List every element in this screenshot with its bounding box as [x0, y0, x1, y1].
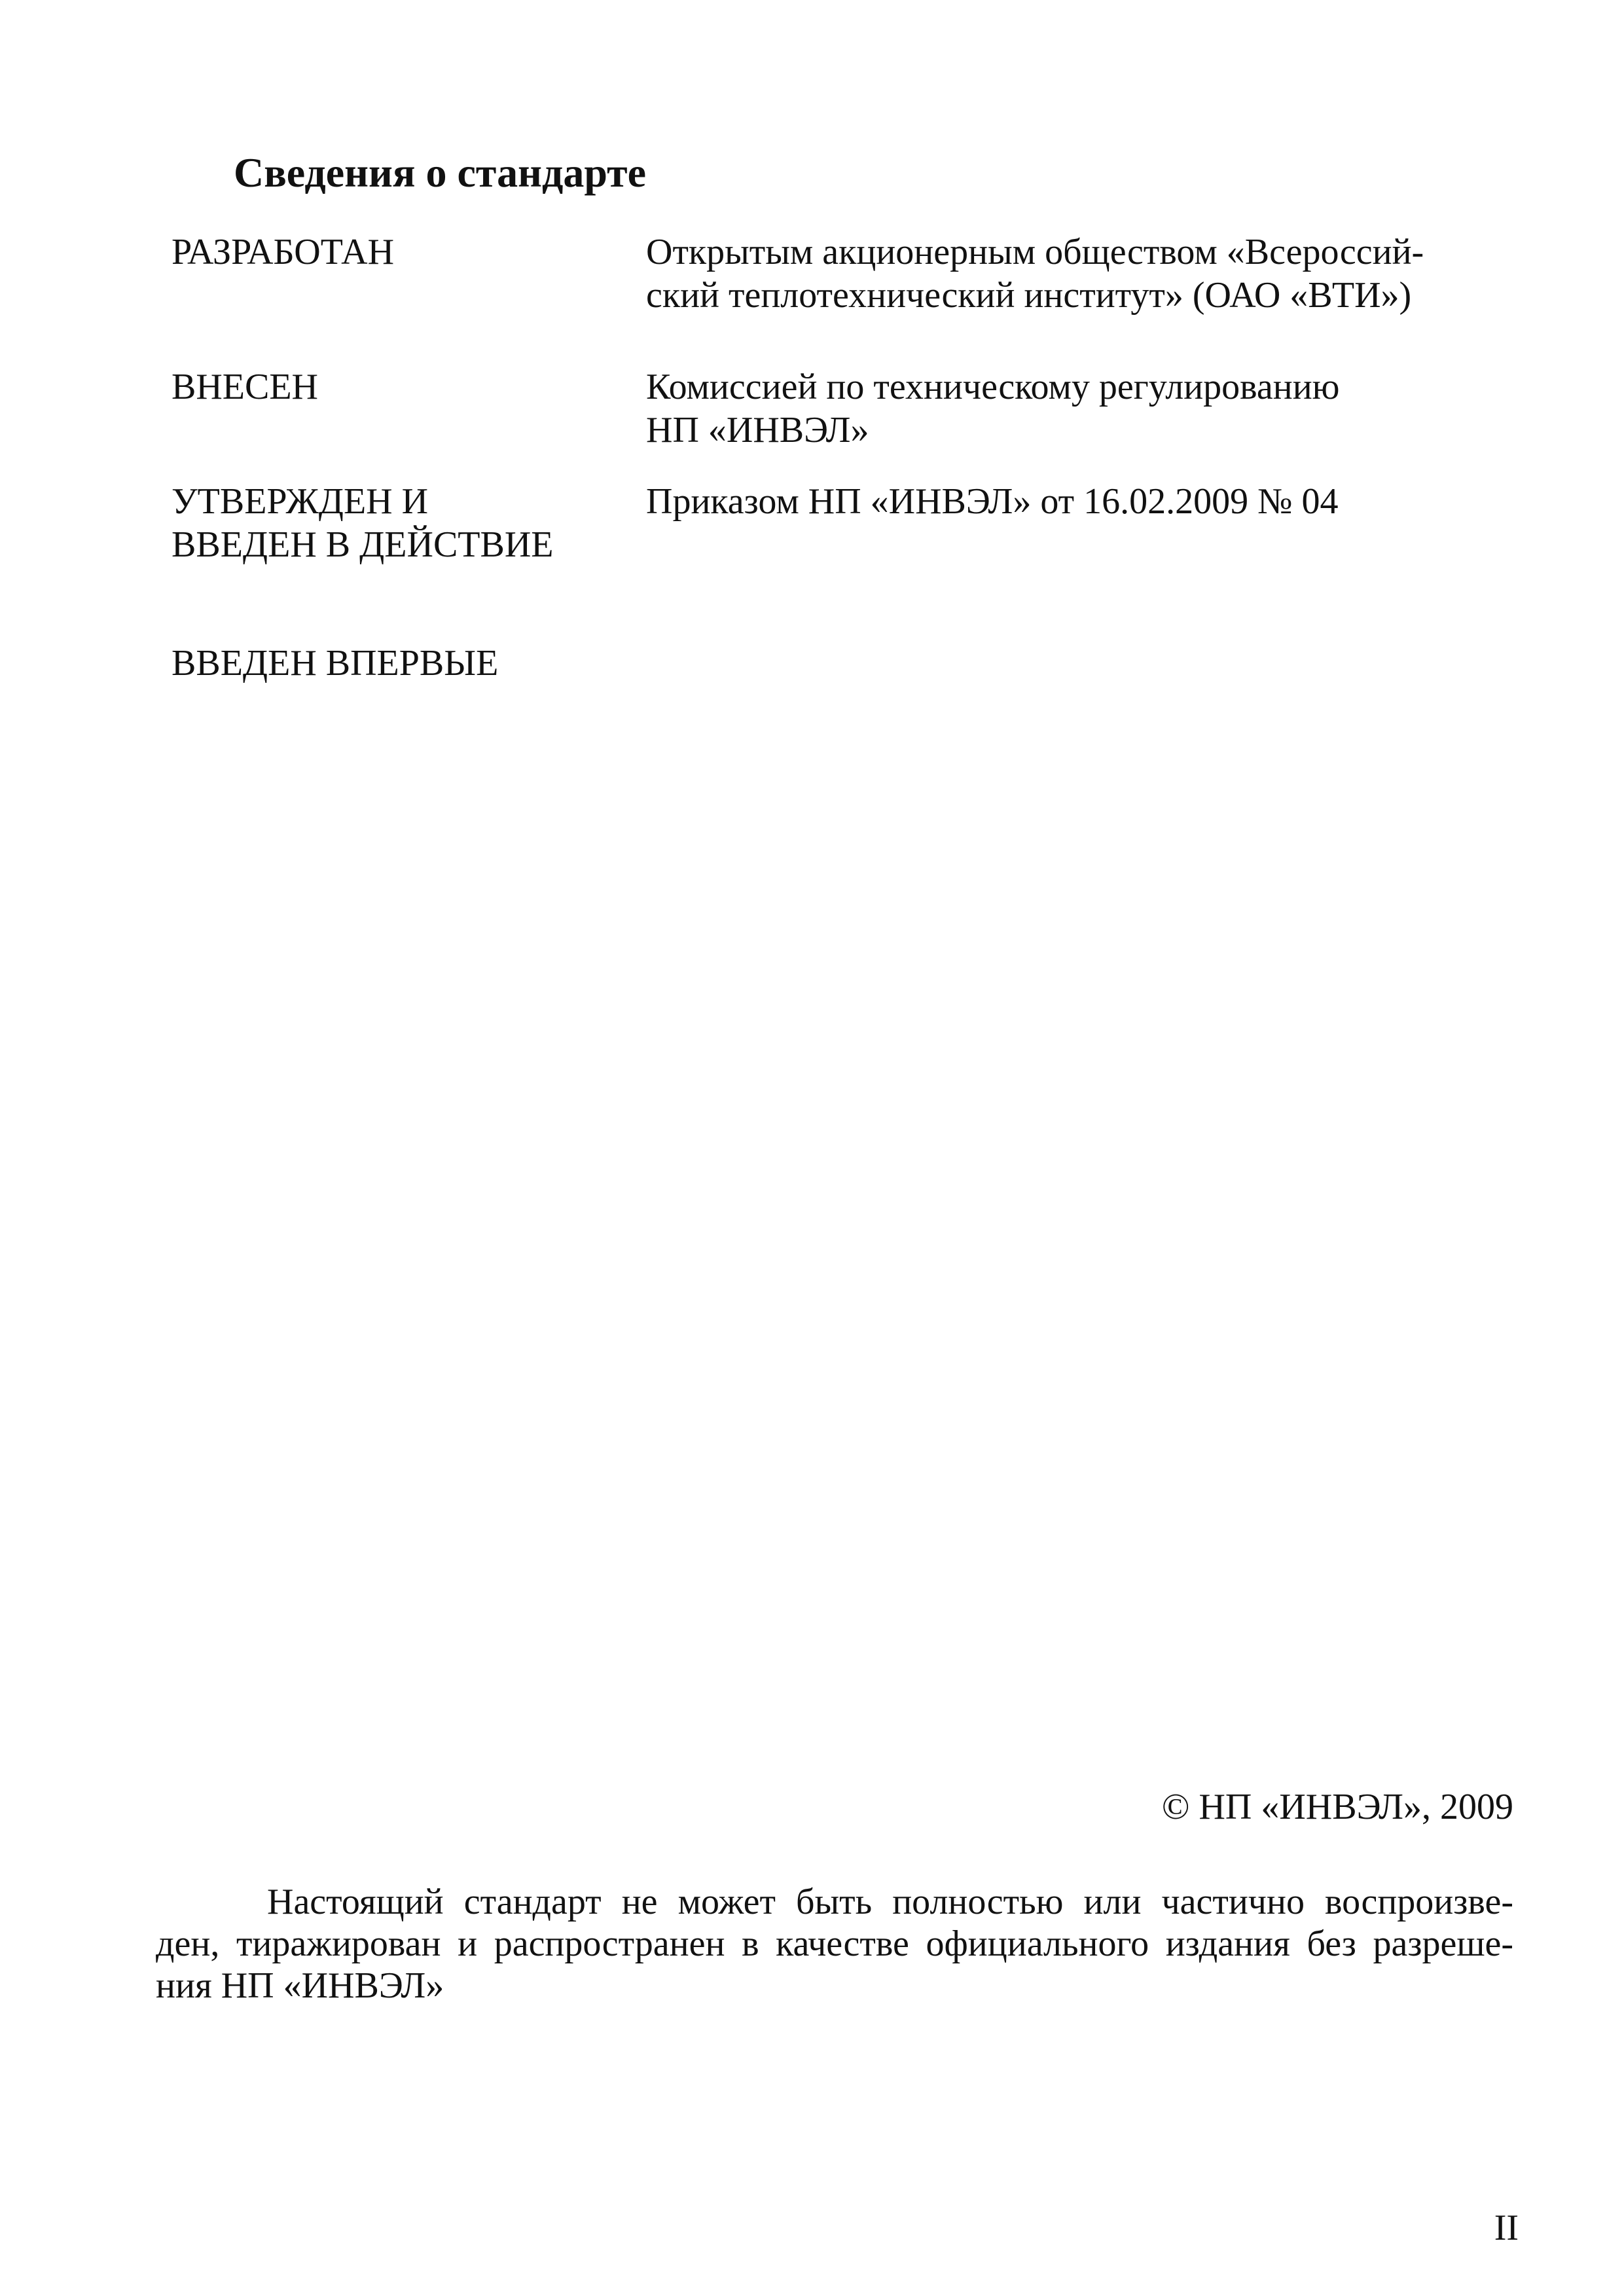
label-line: РАЗРАБОТАН	[171, 232, 395, 272]
label-line: ВВЕДЕН ВПЕРВЫЕ	[171, 643, 499, 683]
page-title: Сведения о стандарте	[234, 149, 646, 196]
label-line: ВНЕСЕН	[171, 367, 318, 407]
info-value-developed	[646, 230, 1513, 317]
reproduction-notice	[156, 1881, 1513, 2007]
info-label-approved	[171, 480, 630, 566]
info-value-submitted	[646, 365, 1513, 452]
info-value-approved	[646, 480, 1513, 523]
value-line: Приказом НП «ИНВЭЛ» от 16.02.2009 № 04	[646, 481, 1339, 522]
value-line: ский теплотехнический институт» (ОАО «ВТИ»)	[646, 275, 1412, 316]
notice-line: Настоящий стандарт не может быть полностью или частично воспроизве-	[267, 1882, 1513, 1922]
notice-line: ния НП «ИНВЭЛ»	[156, 1965, 444, 2006]
label-line: УТВЕРЖДЕН И	[171, 481, 429, 522]
page-number: II	[1494, 2208, 1519, 2248]
value-line: Комиссией по техническому регулированию	[646, 367, 1340, 407]
info-label-first-introduced	[171, 642, 630, 685]
value-line: Открытым акционерным обществом «Всероссий-	[646, 232, 1424, 272]
copyright-notice: © НП «ИНВЭЛ», 2009	[1161, 1787, 1513, 1827]
label-line: ВВЕДЕН В ДЕЙСТВИЕ	[171, 524, 554, 565]
info-label-developed	[171, 230, 630, 274]
notice-line: ден, тиражирован и распространен в качестве официального издания без разреше-	[156, 1923, 1513, 1964]
info-label-submitted	[171, 365, 630, 409]
value-line: НП «ИНВЭЛ»	[646, 410, 869, 450]
